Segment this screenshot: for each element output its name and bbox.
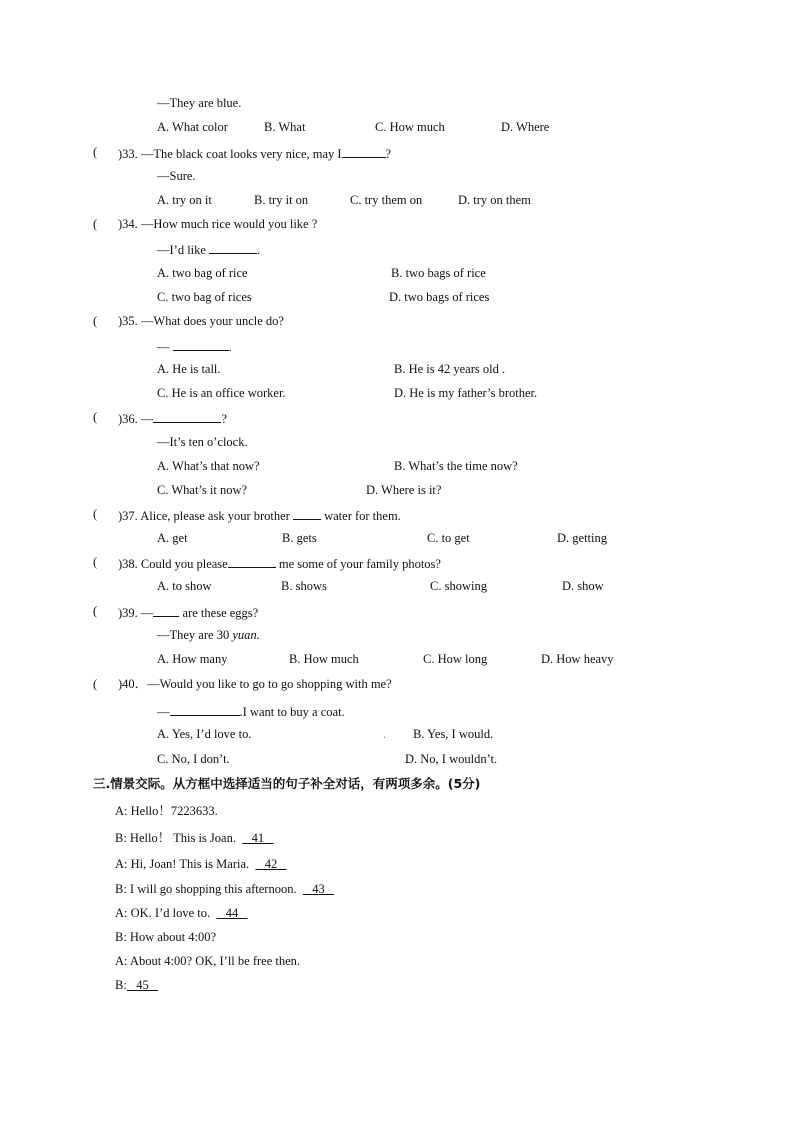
q35-answer-line	[157, 337, 232, 355]
q40-paren-open: (	[93, 677, 98, 691]
q35-answer-end: .	[228, 340, 232, 354]
dialog-line-3-text: A: Hi, Joan! This is Maria.	[115, 857, 250, 871]
q39-option-a: A. How many	[157, 652, 228, 666]
q35-paren-close: )	[118, 314, 123, 328]
q34-paren-close: )	[118, 217, 123, 231]
q33-paren-close: )	[118, 147, 123, 161]
q35-option-a: A. He is tall.	[157, 362, 221, 376]
q39-stem	[118, 603, 258, 621]
q36-paren-close: )	[118, 412, 123, 426]
q34-option-c: C. two bag of rices	[157, 290, 252, 304]
q33-stem-end: ?	[385, 147, 392, 161]
q38-paren-open: (	[93, 555, 98, 569]
q37-stem-end: water for them.	[324, 509, 401, 523]
q34-blank	[209, 240, 257, 254]
dialog-line-8-text: B:	[115, 978, 127, 992]
q39-option-b: B. How much	[289, 652, 359, 666]
q37-option-a: A. get	[157, 531, 188, 545]
q39-answer-line	[157, 627, 260, 643]
q33-stem-text: 33. —The black coat looks very nice, may I	[122, 147, 342, 161]
q35-answer-text: —	[157, 340, 170, 354]
q36-paren-open: (	[93, 410, 98, 424]
q39-answer-text: —They are 30	[157, 628, 230, 642]
q37-paren-open: (	[93, 507, 98, 521]
q37-option-c: C. to get	[427, 531, 470, 545]
dialog-line-2	[115, 830, 273, 846]
q40-stem-text: 40．—Would you like to go to go shopping with me?	[122, 677, 392, 691]
q40-option-b: B. Yes, I would.	[413, 727, 494, 741]
blank-44-number: 44	[225, 906, 239, 920]
q40-blank	[170, 702, 240, 716]
q32-option-d: D. Where	[501, 120, 550, 134]
q39-answer-unit: yuan.	[232, 628, 260, 642]
dialog-line-5-text: A: OK. I’d love to.	[115, 906, 211, 920]
q40-answer-text: —	[157, 705, 170, 719]
q39-stem-text: 39. —	[122, 606, 154, 620]
dialog-line-1: A: Hello！7223633.	[115, 804, 218, 818]
q39-stem-end: are these eggs?	[182, 606, 259, 620]
blank-44	[216, 906, 247, 920]
blank-43	[303, 882, 334, 896]
q33-option-c: C. try them on	[350, 193, 423, 207]
q34-stem-text: 34. —How much rice would you like ?	[122, 217, 318, 231]
q40-paren-close: )	[118, 677, 123, 691]
q33-stem	[118, 144, 391, 162]
q37-paren-close: )	[118, 509, 123, 523]
q35-option-c: C. He is an office worker.	[157, 386, 286, 400]
q36-option-c: C. What’s it now?	[157, 483, 248, 497]
q34-option-d: D. two bags of rices	[389, 290, 490, 304]
q36-option-a: A. What’s that now?	[157, 459, 260, 473]
dialog-line-7: A: About 4:00? OK, I’ll be free then.	[115, 954, 301, 968]
q36-blank	[153, 409, 221, 423]
q40-stray-dot: .	[383, 727, 387, 741]
q33-paren-open: (	[93, 145, 98, 159]
q32-option-b: B. What	[264, 120, 306, 134]
q39-paren-close: )	[118, 606, 123, 620]
q34-stem	[118, 216, 317, 232]
q33-blank	[342, 144, 386, 158]
blank-41	[242, 831, 273, 845]
q33-option-a: A. try on it	[157, 193, 212, 207]
q37-option-b: B. gets	[282, 531, 317, 545]
dialog-line-8	[115, 977, 158, 993]
dialog-line-2-text: B: Hello！ This is Joan.	[115, 831, 236, 845]
q38-option-a: A. to show	[157, 579, 212, 593]
q33-option-d: D. try on them	[458, 193, 531, 207]
q34-paren-open: (	[93, 217, 98, 231]
q38-paren-close: )	[118, 557, 123, 571]
q39-blank	[153, 603, 179, 617]
q35-option-b: B. He is 42 years old .	[394, 362, 506, 376]
dialog-line-4	[115, 881, 334, 897]
blank-42-number: 42	[264, 857, 278, 871]
q36-option-b: B. What’s the time now?	[394, 459, 518, 473]
blank-42	[255, 857, 286, 871]
q40-option-c: C. No, I don’t.	[157, 752, 230, 766]
q32-option-a: A. What color	[157, 120, 228, 134]
blank-43-number: 43	[312, 882, 325, 896]
blank-41-number: 41	[251, 831, 265, 845]
q38-blank	[228, 554, 276, 568]
q40-answer-end: .I want to buy a coat.	[239, 705, 345, 719]
q39-option-d: D. How heavy	[541, 652, 614, 666]
q36-answer-line: —It’s ten o’clock.	[157, 435, 248, 449]
q39-option-c: C. How long	[423, 652, 488, 666]
q36-stem-text: 36. —	[122, 412, 154, 426]
q35-stem-text: 35. —What does your uncle do?	[122, 314, 284, 328]
q40-answer-line	[157, 702, 345, 720]
q38-option-b: B. shows	[281, 579, 327, 593]
blank-45	[127, 978, 158, 992]
q36-option-d: D. Where is it?	[366, 483, 442, 497]
q36-stem-end: ?	[221, 412, 227, 426]
dialog-line-4-text: B: I will go shopping this afternoon.	[115, 882, 297, 896]
q34-answer-text: —I’d like	[157, 243, 206, 257]
q38-stem-text: 38. Could you please	[122, 557, 228, 571]
blank-45-number: 45	[136, 978, 149, 992]
q32-option-c: C. How much	[375, 120, 445, 134]
q34-answer-end: .	[257, 243, 261, 257]
q35-paren-open: (	[93, 314, 98, 328]
dialog-line-5	[115, 905, 248, 921]
q35-option-d: D. He is my father’s brother.	[394, 386, 538, 400]
dialog-line-6: B: How about 4:00?	[115, 930, 217, 944]
q33-answer-line: —Sure.	[157, 169, 196, 183]
q33-option-b: B. try it on	[254, 193, 309, 207]
q38-stem-end: me some of your family photos?	[278, 557, 441, 571]
q37-stem	[118, 506, 401, 524]
q35-stem	[118, 313, 284, 329]
dialog-line-3	[115, 856, 287, 872]
q35-blank	[173, 337, 229, 351]
q32-answer-line: —They are blue.	[157, 96, 242, 110]
q37-option-d: D. getting	[557, 531, 607, 545]
q37-stem-text: 37. Alice, please ask your brother	[122, 509, 290, 523]
q38-option-d: D. show	[562, 579, 604, 593]
q34-option-b: B. two bags of rice	[391, 266, 486, 280]
q39-paren-open: (	[93, 604, 98, 618]
q40-option-a: A. Yes, I’d love to.	[157, 727, 252, 741]
q36-stem	[118, 409, 227, 427]
q40-option-d: D. No, I wouldn’t.	[405, 752, 498, 766]
q40-stem	[118, 676, 392, 692]
q34-answer-line	[157, 240, 260, 258]
q38-option-c: C. showing	[430, 579, 487, 593]
section3-title: 三.情景交际。从方框中选择适当的句子补全对话，有两项多余。(5分)	[93, 776, 481, 791]
q34-option-a: A. two bag of rice	[157, 266, 248, 280]
q37-blank	[293, 506, 321, 520]
q38-stem	[118, 554, 441, 572]
